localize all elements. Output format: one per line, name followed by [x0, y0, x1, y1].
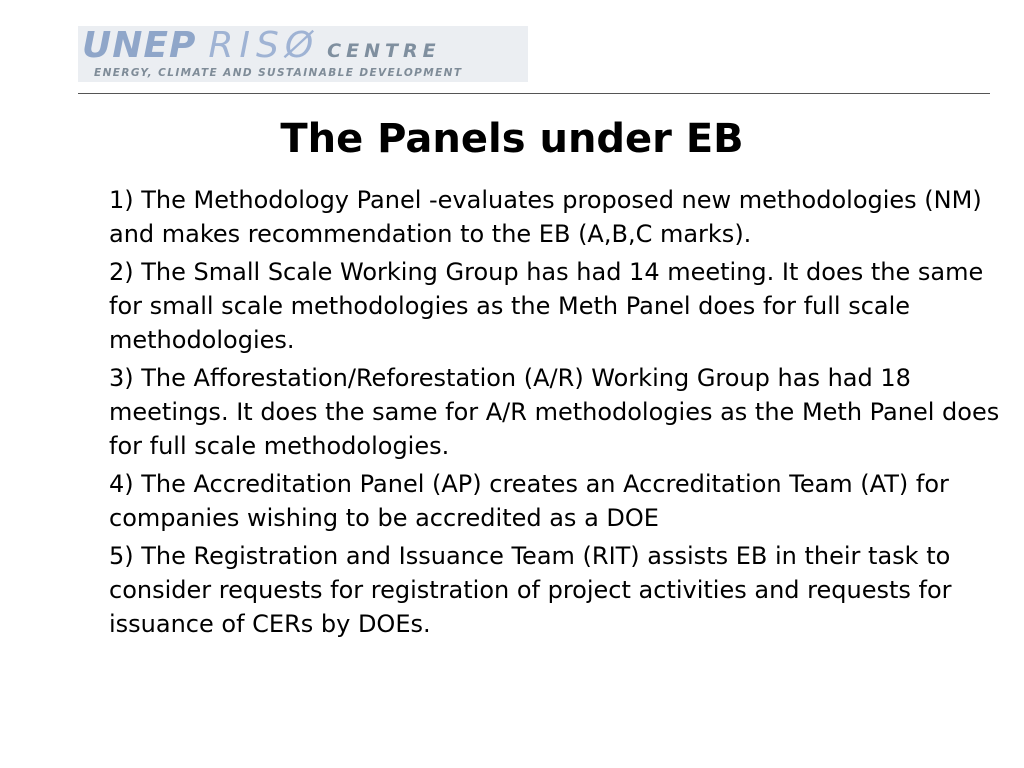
logo-unep-text: UNEP: [82, 25, 197, 66]
panel-item-registration: 5) The Registration and Issuance Team (RIT) assists EB in their task to consider requests for registration of project activities and requests for issuance of CERs by DOEs.: [109, 542, 952, 638]
logo-tagline: ENERGY, CLIMATE AND SUSTAINABLE DEVELOPMENT: [94, 67, 463, 79]
panel-item-afforestation: 3) The Afforestation/Reforestation (A/R) Working Group has had 18 meetings. It does the same for A/R methodologies as the Meth Panel does for full scale methodologies.: [109, 364, 1000, 460]
logo-riso-text: RISØ: [208, 25, 320, 66]
header-divider: [78, 93, 990, 94]
panel-list: [109, 183, 1004, 645]
logo-centre-text: CENTRE: [327, 40, 441, 62]
logo-wordmark: [82, 26, 441, 66]
slide-title: The Panels under EB: [280, 116, 744, 162]
panel-item-small-scale: 2) The Small Scale Working Group has had 14 meeting. It does the same for small scale methodologies as the Meth Panel does for full scale methodologies.: [109, 258, 984, 354]
panel-item-methodology: 1) The Methodology Panel -evaluates proposed new methodologies (NM) and makes recommendation to the EB (A,B,C marks).: [109, 186, 982, 248]
unep-riso-centre-logo: [78, 26, 528, 82]
panel-item-accreditation: 4) The Accreditation Panel (AP) creates an Accreditation Team (AT) for companies wishing to be accredited as a DOE: [109, 470, 949, 532]
